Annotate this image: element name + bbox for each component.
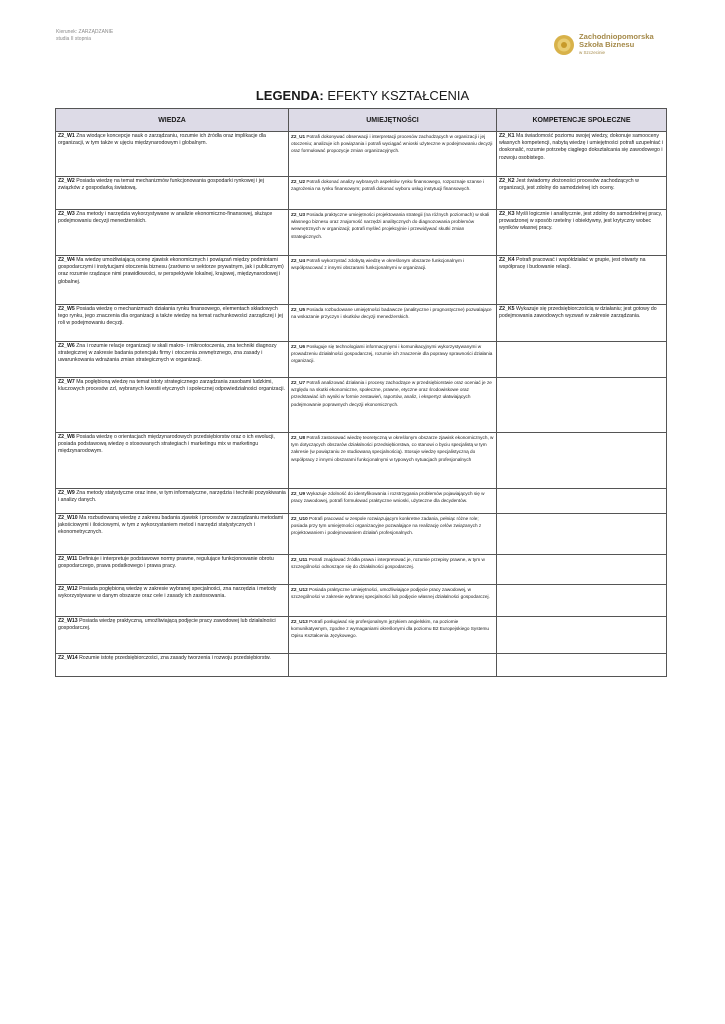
cell-competence bbox=[497, 514, 667, 555]
outcome-text: Ma rozbudowaną wiedzę z zakresu badania zjawisk i procesów w zarządzaniu metodami jakościowymi i ilościowymi, w tym z wykorzystaniem metod i narzędzi statystycznych i ekonometrycznych. bbox=[58, 515, 284, 536]
title-bold: LEGENDA: bbox=[255, 88, 324, 103]
outcome-code: Z2_W11 bbox=[58, 556, 78, 562]
cell-skills bbox=[289, 342, 497, 378]
cell-skills bbox=[289, 305, 497, 342]
outcome-code: Z2_W8 bbox=[58, 434, 75, 440]
cell-knowledge bbox=[56, 514, 289, 555]
outcome-text: Posiada wiedzę o mechanizmach działania rynku finansowego, elementach składowych tego rynku, jego znaczenia dla organizacji a także wiedzę na temat rachunkowości zarządczej i jej roli w podejmowaniu decyzji. bbox=[58, 306, 283, 327]
outcome-code: Z2_W10 bbox=[58, 515, 78, 521]
cell-skills bbox=[289, 177, 497, 210]
study-level: studia II stopnia bbox=[56, 36, 92, 42]
outcome-text: Zna wiodące koncepcje nauk o zarządzaniu, rozumie ich źródła oraz implikacje dla organizacji, w tym także w ujęciu międzynarodowym i globalnym. bbox=[58, 133, 266, 147]
table-row bbox=[56, 585, 667, 617]
outcome-text: Potrafi znajdować źródła prawa i interpretować je, rozumie przepisy prawne, w tym w szczególności odnoszące się do działalności gospodarczej. bbox=[291, 557, 485, 570]
cell-competence bbox=[497, 378, 667, 433]
column-header-knowledge: WIEDZA bbox=[56, 109, 289, 132]
cell-skills bbox=[289, 132, 497, 177]
school-logo bbox=[553, 31, 673, 61]
cell-competence bbox=[497, 585, 667, 617]
cell-knowledge bbox=[56, 585, 289, 617]
outcome-code: Z2_K4 bbox=[499, 257, 515, 263]
outcome-text: Posiada wiedzę praktyczną, umożliwiającą podjęcie pracy zawodowej lub działalności gospodarczej. bbox=[58, 618, 276, 632]
outcome-code: Z2_U6 bbox=[291, 344, 306, 349]
cell-knowledge bbox=[56, 654, 289, 677]
outcome-text: Posiada pogłębioną wiedzę w zakresie wybranej specjalności, zna narzędzia i metody wykorzystywane w danym obszarze oraz cele i zasady ich zastosowania. bbox=[58, 586, 277, 600]
cell-competence bbox=[497, 654, 667, 677]
outcome-text: Potrafi pracować i współdziałać w grupie, jest otwarty na współpracę i budowanie relacji. bbox=[499, 257, 646, 271]
learning-outcomes-table bbox=[55, 108, 667, 677]
cell-knowledge bbox=[56, 210, 289, 256]
cell-skills bbox=[289, 654, 497, 677]
cell-knowledge bbox=[56, 177, 289, 210]
cell-skills bbox=[289, 256, 497, 305]
cell-competence bbox=[497, 617, 667, 654]
page-title bbox=[0, 88, 725, 103]
outcome-text: Jest świadomy złożoności procesów zachodzących w organizacji, jest zdolny do samodzielnej ich oceny. bbox=[499, 178, 639, 192]
cell-skills bbox=[289, 433, 497, 489]
outcome-code: Z2_W14 bbox=[58, 655, 78, 661]
cell-competence bbox=[497, 177, 667, 210]
outcome-code: Z2_U8 bbox=[291, 435, 306, 440]
outcome-text: Wykazuje zdolność do identyfikowania i rozstrzygania problemów pojawiających się w pracy zawodowej, potrafi formułować praktyczne wnioski, użyteczne dla decydentów. bbox=[291, 491, 485, 504]
outcome-code: Z2_K1 bbox=[499, 133, 515, 139]
outcome-code: Z2_W7 bbox=[58, 379, 75, 385]
cell-knowledge bbox=[56, 132, 289, 177]
cell-skills bbox=[289, 555, 497, 585]
outcome-code: Z2_U11 bbox=[291, 557, 308, 562]
cell-skills bbox=[289, 585, 497, 617]
cell-knowledge bbox=[56, 256, 289, 305]
cell-competence bbox=[497, 210, 667, 256]
outcome-text: Potrafi analizować działania i procesy zachodzące w przedsiębiorstwie oraz oceniać je ze względu na skutki ekonomiczne, społeczne, prawne, etyczne oraz środowiskowe oraz przedstawiać ich wyniki w formie zestawień, raportów, analiz, i ekspertyz ułatwiających podejmowanie poprawnych decyzji ekonomicznych. bbox=[291, 380, 492, 407]
school-emblem-icon bbox=[553, 34, 575, 56]
document-header bbox=[56, 29, 113, 43]
cell-competence bbox=[497, 433, 667, 489]
school-name: Zachodniopomorska Szkoła Biznesu w Szczecinie bbox=[579, 32, 654, 55]
table-row bbox=[56, 555, 667, 585]
cell-knowledge bbox=[56, 489, 289, 514]
outcome-code: Z2_U7 bbox=[291, 380, 306, 385]
table-row bbox=[56, 489, 667, 514]
cell-competence bbox=[497, 555, 667, 585]
outcome-code: Z2_U13 bbox=[291, 619, 308, 624]
outcome-text: Posługuje się technologiami informacyjnymi i komunikacyjnymi wykorzystywanymi w prowadzeniu działalności gospodarczej, rozumie ich znaczenie dla poprawy sprawności działania organizacji. bbox=[291, 344, 493, 364]
outcome-text: Definiuje i interpretuje podstawowe normy prawne, regulujące funkcjonowanie obrotu gospodarczego, prawa podatkowego i prawa pracy. bbox=[58, 556, 274, 570]
outcome-text: Posiada wiedzę na temat mechanizmów funkcjonowania gospodarki rynkowej i jej związków z gospodarką światową. bbox=[58, 178, 264, 192]
cell-knowledge bbox=[56, 617, 289, 654]
outcome-text: Zna i rozumie relacje organizacji w skali makro- i mikrootoczenia, zna techniki diagnozy strategicznej w zakresie badania potencjału firmy i otoczenia zewnętrznego, zna zasady i uwarunkowania wdrażania zmian strategicznych w organizacji. bbox=[58, 343, 277, 364]
cell-competence bbox=[497, 305, 667, 342]
cell-skills bbox=[289, 378, 497, 433]
outcome-code: Z2_U12 bbox=[291, 587, 308, 592]
outcome-text: Rozumie istotę przedsiębiorczości, zna zasady tworzenia i rozwoju przedsiębiorstw. bbox=[79, 655, 271, 661]
cell-knowledge bbox=[56, 378, 289, 433]
outcome-code: Z2_W6 bbox=[58, 343, 75, 349]
outcome-text: Zna metody statystyczne oraz inne, w tym informatyczne, narzędzia i techniki pozyskiwania i analizy danych. bbox=[58, 490, 286, 504]
outcome-text: Zna metody i narzędzia wykorzystywane w analizie ekonomiczno-finansowej, służące podejmowaniu decyzji menedżerskich. bbox=[58, 211, 273, 225]
outcome-text: Posiada rozbudowane umiejętności badawcze (analityczne i prognostyczne) pozwalające na wskazanie przyczyn i skutków decyzji menedżerskich. bbox=[291, 307, 492, 320]
table-row bbox=[56, 305, 667, 342]
outcome-code: Z2_W1 bbox=[58, 133, 75, 139]
outcome-text: Potrafi dokonywać obserwacji i interpretacji procesów zachodzących w organizacji i jej otoczeniu; analizuje ich powiązania i potrafi wyciągać wnioski użyteczne w podejmowaniu decyzji oraz formułować propozycje zmian organizacyjnych. bbox=[291, 134, 493, 154]
outcome-code: Z2_U5 bbox=[291, 307, 306, 312]
cell-competence bbox=[497, 489, 667, 514]
table-header-row bbox=[56, 109, 667, 132]
outcome-code: Z2_K3 bbox=[499, 211, 515, 217]
outcome-code: Z2_W12 bbox=[58, 586, 78, 592]
cell-competence bbox=[497, 342, 667, 378]
outcome-text: Ma świadomość poziomu swojej wiedzy, dokonuje samooceny własnych kompetencji, nabytą wiedzę i umiejętności potrafi uzupełniać i doskonalić, rozumie potrzebę ciągłego dokształcania się zawodowego i rozwoju osobistego. bbox=[499, 133, 664, 161]
outcome-text: Myśli logicznie i analitycznie, jest zdolny do samodzielnej pracy, prowadzonej w sposób rzetelny i obiektywny, jest krytyczny wobec wyników własnej pracy. bbox=[499, 211, 663, 232]
outcome-text: Potrafi dokonać analizy wybranych aspektów rynku finansowego, rozpoznaje szanse i zagrożenia na rynku finansowym; potrafi dokonać wyboru usług instytucji finansowych. bbox=[291, 179, 485, 192]
table-row bbox=[56, 433, 667, 489]
outcome-text: Potrafi wykorzystać zdobytą wiedzę w określonym obszarze funkcjonalnym i współpracować z innymi obszarami funkcjonalnymi w organizacji. bbox=[291, 258, 465, 271]
cell-skills bbox=[289, 617, 497, 654]
field-of-study: Kierunek: ZARZĄDZANIE bbox=[56, 29, 114, 35]
outcome-code: Z2_W4 bbox=[58, 257, 75, 263]
outcome-code: Z2_U9 bbox=[291, 491, 306, 496]
outcome-code: Z2_W5 bbox=[58, 306, 75, 312]
outcome-text: Posiada praktyczne umiejętności, umożliwiające podjęcie pracy zawodowej, w szczególności w zakresie wybranej specjalności lub podjęcie własnej działalności gospodarczej. bbox=[291, 587, 490, 600]
cell-knowledge bbox=[56, 555, 289, 585]
table-row bbox=[56, 256, 667, 305]
cell-skills bbox=[289, 489, 497, 514]
outcome-code: Z2_W9 bbox=[58, 490, 75, 496]
table-row bbox=[56, 342, 667, 378]
table-row bbox=[56, 378, 667, 433]
cell-knowledge bbox=[56, 433, 289, 489]
cell-skills bbox=[289, 514, 497, 555]
outcome-code: Z2_K2 bbox=[499, 178, 515, 184]
outcome-code: Z2_W3 bbox=[58, 211, 75, 217]
outcome-code: Z2_K5 bbox=[499, 306, 515, 312]
outcome-code: Z2_U10 bbox=[291, 516, 308, 521]
outcome-code: Z2_U4 bbox=[291, 258, 306, 263]
outcome-text: Posiada wiedzę o orientacjach międzynarodowych przedsiębiorstw oraz o ich ewolucji, posiada podstawową wiedzę o stosowanych strategiach i marketingu mix w marketingu międzynarodowym. bbox=[58, 434, 275, 455]
outcome-text: Ma wiedzę umożliwiającą ocenę zjawisk ekonomicznych i powiązań między podmiotami gospodarczymi i instytucjami otoczenia biznesu (zarówno w sektorze prywatnym, jak i publicznym) oraz rozumie rządzące nimi prawidłowości, w perspektywie lokalnej, krajowej, międzynarodowej i globalnej. bbox=[58, 257, 284, 285]
outcome-code: Z2_U2 bbox=[291, 179, 306, 184]
table-row bbox=[56, 210, 667, 256]
outcome-text: Potrafi posługiwać się profesjonalnym językiem angielskim, na poziomie komunikatywnym, zgodne z wymaganiami określonymi dla poziomu B2 Europejskiego Systemu Opisu Kształcenia Językowego. bbox=[291, 619, 490, 639]
table-row bbox=[56, 654, 667, 677]
table-row bbox=[56, 132, 667, 177]
cell-knowledge bbox=[56, 305, 289, 342]
outcome-text: Ma pogłębioną wiedzę na temat istoty strategicznego zarządzania zasobami ludzkimi, kluczowych procesów zzl, wybranych kwestii etycznych i społecznej odpowiedzialności organizacji. bbox=[58, 379, 285, 393]
table-row bbox=[56, 514, 667, 555]
outcome-text: Potrafi zastosować wiedzę teoretyczną w określonym obszarze zjawisk ekonomicznych, w tym dotyczących obszarów działalności przedsiębiorstwa, co stanowi o byciu specjalistą w tym zakresie (w powiązaniu ze studiowaną specjalnością). Stosuje wiedzę specjalistyczną do współpracy z innymi obszarami funkcjonalnymi w typowych sytuacjach profesjonalnych bbox=[291, 435, 494, 462]
outcome-code: Z2_U1 bbox=[291, 134, 306, 139]
cell-competence bbox=[497, 132, 667, 177]
outcome-text: Wykazuje się przedsiębiorczością w działaniu; jest gotowy do podejmowania zawodowych wyzwań w zakresie zarządzania. bbox=[499, 306, 657, 320]
title-rest: EFEKTY KSZTAŁCENIA bbox=[323, 88, 470, 103]
cell-knowledge bbox=[56, 342, 289, 378]
table-row bbox=[56, 617, 667, 654]
column-header-social-competences: KOMPETENCJE SPOŁECZNE bbox=[497, 109, 667, 132]
outcome-code: Z2_W2 bbox=[58, 178, 75, 184]
outcome-code: Z2_U3 bbox=[291, 212, 306, 217]
outcome-code: Z2_W13 bbox=[58, 618, 78, 624]
table-row bbox=[56, 177, 667, 210]
cell-skills bbox=[289, 210, 497, 256]
outcome-text: Potrafi pracować w zespole rozwiązującym konkretne zadania, pełniąc różne role; posiada przy tym umiejętności organizacyjne pozwalające na realizację celów związanych z projektowaniem i podejmowaniem działań profesjonalnych. bbox=[291, 516, 482, 536]
outcome-text: Posiada praktyczne umiejętności projektowania strategii (na różnych poziomach) w skali własnego biznesu oraz znajomość narzędzi analitycznych do diagnozowania problemów wewnętrznych w organizacji; potrafi myśleć projekcyjnie i przewidywać skutki zmian strategicznych. bbox=[291, 212, 490, 239]
cell-competence bbox=[497, 256, 667, 305]
column-header-skills: UMIEJĘTNOŚCI bbox=[289, 109, 497, 132]
